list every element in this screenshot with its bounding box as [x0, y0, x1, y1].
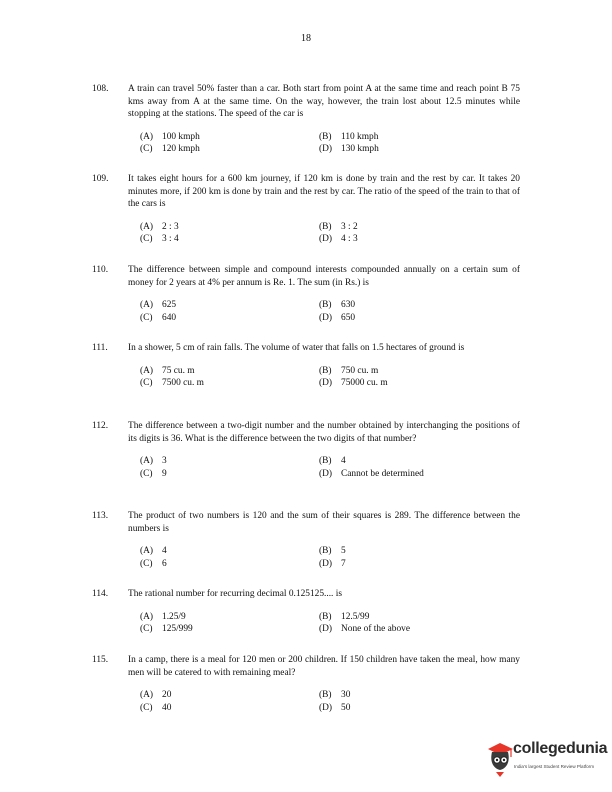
option-text: 650	[341, 312, 356, 323]
option-label: (A)	[140, 365, 154, 376]
option-d	[319, 623, 410, 636]
question-number: 110.	[92, 265, 109, 275]
option-text: 6	[162, 558, 167, 569]
question-number: 114.	[92, 589, 109, 599]
option-text: 75 cu. m	[162, 365, 195, 376]
option-c	[140, 558, 167, 571]
question-text: In a camp, there is a meal for 120 men or 200 children. If 150 children have taken the meal, how many men will be catered to with remaining meal?	[128, 655, 520, 678]
option-label: (D)	[319, 624, 333, 635]
question-text: A train can travel 50% faster than a car. Both start from point A at the same time and reach point B 75 kms away from A at the same time. On the way, however, the train lost about 12.5 minutes while stopping at the stations. The speed of the car is	[128, 84, 520, 120]
option-text: 4 : 3	[341, 234, 358, 245]
question-113	[92, 510, 520, 571]
options-list	[140, 545, 520, 571]
question-115	[92, 654, 520, 715]
option-label: (D)	[319, 144, 333, 155]
option-label: (B)	[319, 221, 332, 232]
option-d	[319, 233, 358, 246]
option-a	[140, 545, 167, 558]
question-number: 113.	[92, 511, 109, 521]
option-text: 4	[162, 546, 167, 557]
option-text: 7500 cu. m	[162, 378, 204, 389]
option-label: (C)	[140, 624, 153, 635]
option-text: 2 : 3	[162, 221, 179, 232]
option-text: 1.25/9	[162, 611, 186, 622]
collegedunia-logo[interactable]	[484, 738, 608, 782]
question-number: 109.	[92, 174, 109, 184]
option-d	[319, 558, 346, 571]
question-text: The difference between a two-digit number and the number obtained by interchanging the positions of its digits is 36. What is the difference between the two digits of that number?	[128, 421, 520, 444]
option-text: 125/999	[162, 624, 193, 635]
option-text: 640	[162, 312, 177, 323]
logo-name: collegedunia	[513, 740, 608, 757]
option-c	[140, 702, 171, 715]
question-number: 111.	[92, 343, 108, 353]
option-label: (C)	[140, 234, 153, 245]
question-text: The product of two numbers is 120 and the sum of their squares is 289. The difference between the numbers is	[128, 511, 520, 534]
option-label: (A)	[140, 221, 154, 232]
option-b	[319, 365, 378, 378]
option-text: 9	[162, 468, 167, 479]
option-label: (C)	[140, 558, 153, 569]
option-a	[140, 689, 171, 702]
option-c	[140, 623, 193, 636]
option-label: (A)	[140, 690, 154, 701]
question-number: 108.	[92, 84, 109, 94]
options-list	[140, 221, 520, 247]
option-text: 5	[341, 546, 346, 557]
option-label: (B)	[319, 131, 332, 142]
option-label: (D)	[319, 702, 333, 713]
option-text: 3 : 4	[162, 234, 179, 245]
option-c	[140, 233, 179, 246]
question-112	[92, 420, 520, 481]
option-text: 12.5/99	[341, 611, 370, 622]
option-d	[319, 468, 424, 481]
option-d	[319, 143, 379, 156]
option-label: (C)	[140, 312, 153, 323]
option-label: (A)	[140, 456, 154, 467]
option-label: (C)	[140, 468, 153, 479]
options-list	[140, 455, 520, 481]
question-text: The rational number for recurring decimal 0.125125.... is	[128, 589, 342, 599]
option-label: (C)	[140, 378, 153, 389]
option-text: 3 : 2	[341, 221, 358, 232]
question-110	[92, 264, 520, 325]
option-text: 100 kmph	[162, 131, 200, 142]
question-108	[92, 83, 520, 157]
option-label: (B)	[319, 365, 332, 376]
option-text: 750 cu. m	[341, 365, 379, 376]
option-label: (C)	[140, 702, 153, 713]
question-number: 115.	[92, 655, 109, 665]
option-label: (A)	[140, 611, 154, 622]
option-label: (D)	[319, 312, 333, 323]
option-c	[140, 312, 176, 325]
option-label: (D)	[319, 234, 333, 245]
question-114	[92, 588, 520, 637]
option-b	[319, 611, 369, 624]
option-a	[140, 611, 186, 624]
question-109	[92, 173, 520, 247]
option-text: 20	[162, 690, 172, 701]
option-d	[319, 702, 350, 715]
option-label: (B)	[319, 300, 332, 311]
option-text: 40	[162, 702, 172, 713]
option-text: 50	[341, 702, 351, 713]
option-label: (A)	[140, 300, 154, 311]
option-label: (B)	[319, 611, 332, 622]
option-label: (B)	[319, 546, 332, 557]
option-c	[140, 377, 204, 390]
question-text: It takes eight hours for a 600 km journey, if 120 km is done by train and the rest by car. It takes 20 minutes more, if 200 km is done by train and the rest by car. The ratio of the speed of the train to that of the cars is	[128, 174, 520, 210]
option-d	[319, 312, 355, 325]
option-b	[319, 299, 355, 312]
option-label: (D)	[319, 378, 333, 389]
option-c	[140, 143, 200, 156]
option-b	[319, 545, 346, 558]
option-label: (B)	[319, 456, 332, 467]
option-text: 7	[341, 558, 346, 569]
option-text: 110 kmph	[341, 131, 379, 142]
option-text: 4	[341, 456, 346, 467]
option-label: (A)	[140, 131, 154, 142]
option-text: 625	[162, 300, 177, 311]
options-list	[140, 611, 520, 637]
option-b	[319, 455, 346, 468]
options-list	[140, 299, 520, 325]
question-111	[92, 342, 520, 391]
option-label: (D)	[319, 468, 333, 479]
option-text: 75000 cu. m	[341, 378, 388, 389]
option-a	[140, 365, 195, 378]
options-list	[140, 689, 520, 715]
question-text: In a shower, 5 cm of rain falls. The volume of water that falls on 1.5 hectares of ground is	[128, 343, 465, 353]
option-text: None of the above	[341, 624, 410, 635]
option-text: 130 kmph	[341, 144, 379, 155]
option-label: (A)	[140, 546, 154, 557]
option-label: (D)	[319, 558, 333, 569]
question-number: 112.	[92, 421, 109, 431]
options-list	[140, 365, 520, 391]
option-b	[319, 221, 358, 234]
page-number: 18	[301, 33, 311, 44]
option-label: (C)	[140, 144, 153, 155]
option-text: 30	[341, 690, 351, 701]
logo-tagline: India's largest Student Review Platform	[514, 764, 595, 769]
option-text: 630	[341, 300, 356, 311]
option-label: (B)	[319, 690, 332, 701]
option-c	[140, 468, 167, 481]
question-text: The difference between simple and compound interests compounded annually on a certain sum of money for 2 years at 4% per annum is Re. 1. The sum (in Rs.) is	[128, 265, 520, 288]
option-text: 120 kmph	[162, 144, 200, 155]
option-d	[319, 377, 388, 390]
option-a	[140, 131, 200, 144]
option-a	[140, 455, 167, 468]
option-a	[140, 299, 176, 312]
option-b	[319, 131, 378, 144]
option-text: Cannot be determined	[341, 468, 424, 479]
option-b	[319, 689, 350, 702]
graduate-mascot-icon	[486, 740, 514, 778]
option-text: 3	[162, 456, 167, 467]
options-list	[140, 131, 520, 157]
option-a	[140, 221, 179, 234]
